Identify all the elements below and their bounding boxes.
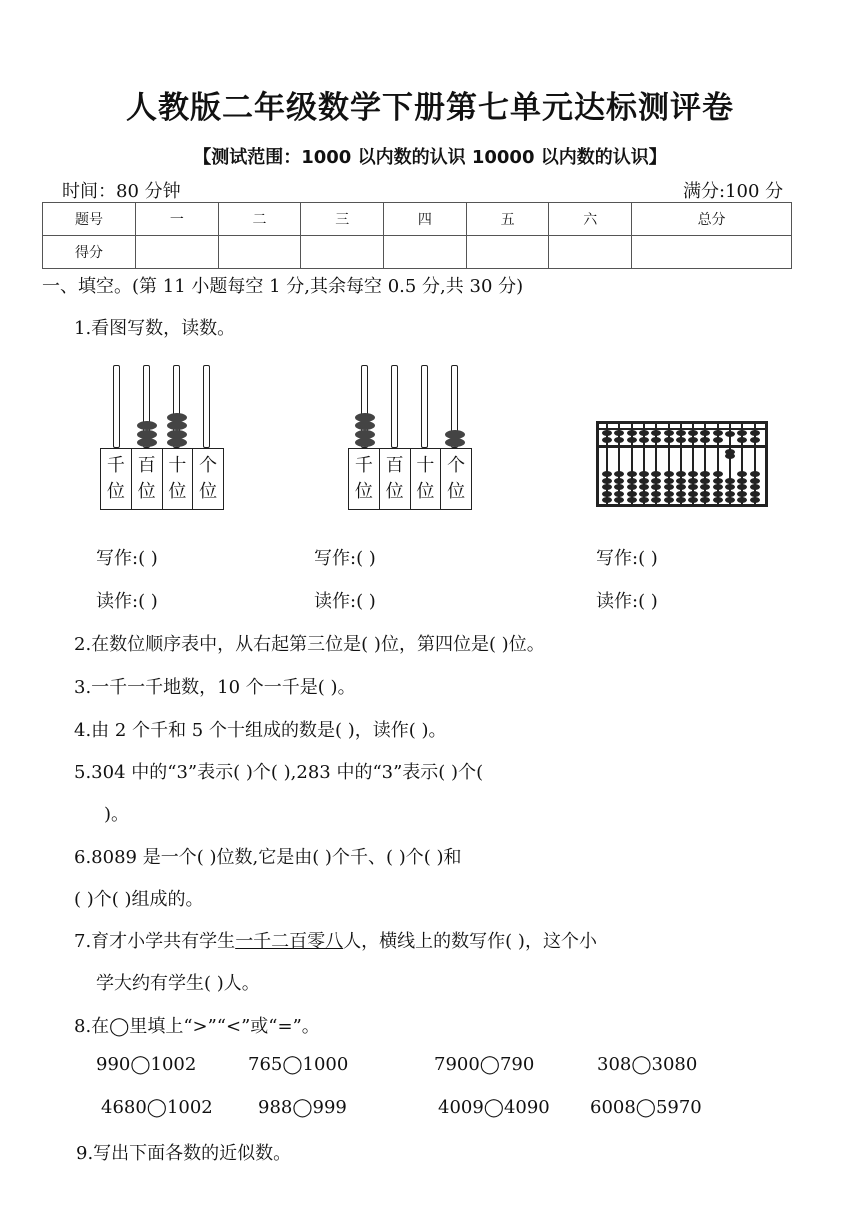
place-value-label [349,449,380,509]
q7-prefix: 7.育才小学共有学生 [74,931,236,952]
suanpan-bead [750,430,760,436]
place-value-label [441,449,471,509]
suanpan-bead [737,478,747,484]
suanpan-bead [639,491,649,497]
place-value-label-box [100,448,224,510]
score-cell[interactable] [301,236,384,269]
suanpan-bead [664,437,674,443]
question-6-line-2: ( )个( )组成的。 [74,889,204,910]
abacus-bead [137,421,157,430]
place-value-char: 百 [137,455,156,476]
score-cell[interactable] [136,236,219,269]
place-value-char: 十 [168,455,187,476]
place-value-char: 千 [106,455,125,476]
read-answer-1: 读作:( ) [96,591,158,612]
suanpan-bead [627,484,637,490]
counter-abacus-2 [348,360,472,512]
compare-item: 308◯3080 [597,1054,698,1075]
suanpan-bead [688,478,698,484]
question-5-line-2: )。 [104,804,130,825]
header-cell: 六 [549,203,632,236]
suanpan-bead [627,478,637,484]
suanpan-bead [664,497,674,503]
place-value-label [380,449,411,509]
question-8: 8.在◯里填上“>”“<”或“=”。 [74,1016,320,1037]
suanpan-bead [676,430,686,436]
suanpan-bead [688,491,698,497]
score-table-score-row [43,236,792,269]
place-value-char: 十 [416,455,435,476]
abacus-bead [355,430,375,439]
header-cell: 一 [136,203,219,236]
score-table-header-row [43,203,792,236]
place-value-label [163,449,194,509]
abacus-bead [137,430,157,439]
compare-item: 765◯1000 [248,1054,349,1075]
suanpan-bead [750,437,760,443]
suanpan-bead [639,437,649,443]
suanpan-bead [713,478,723,484]
suanpan-bead [664,430,674,436]
place-value-char: 个 [447,455,466,476]
suanpan-bead [602,430,612,436]
question-4: 4.由 2 个千和 5 个十组成的数是( )，读作( )。 [74,720,447,741]
place-value-char: 个 [199,455,218,476]
place-value-label [132,449,163,509]
suanpan-bead [614,478,624,484]
abacus-rod [113,365,120,448]
counter-abacus-1 [100,360,224,512]
suanpan-bead [602,471,612,477]
question-6-line-1: 6.8089 是一个( )位数,它是由( )个千、( )个( )和 [74,847,462,868]
suanpan-bead [639,471,649,477]
suanpan-bead [700,491,710,497]
suanpan-bead [713,497,723,503]
abacus-bead [355,438,375,447]
suanpan-bead [602,437,612,443]
place-value-label [411,449,442,509]
score-row-label: 得分 [43,236,136,269]
suanpan-bead [614,491,624,497]
suanpan-bead [750,491,760,497]
suanpan-bead [639,430,649,436]
abacus-bead [167,413,187,422]
abacus-rod [203,365,210,448]
header-cell: 二 [218,203,301,236]
write-answer-1: 写作:( ) [96,548,158,569]
score-cell[interactable] [632,236,792,269]
compare-item: 4680◯1002 [101,1097,213,1118]
suanpan-bead [676,471,686,477]
suanpan-bead [713,484,723,490]
suanpan-bead [602,478,612,484]
score-cell[interactable] [384,236,467,269]
suanpan-bead [676,484,686,490]
page-title: 人教版二年级数学下册第七单元达标测评卷 [126,90,734,126]
place-value-label [193,449,223,509]
compare-item: 990◯1002 [96,1054,197,1075]
question-3: 3.一千一千地数，10 个一千是( )。 [74,677,356,698]
suanpan-abacus [596,421,768,507]
place-value-char: 位 [354,481,373,502]
suanpan-bead [627,430,637,436]
abacus-bead [167,430,187,439]
abacus-bead [355,421,375,430]
suanpan-bead [651,478,661,484]
suanpan-bead [750,471,760,477]
suanpan-bead [664,491,674,497]
header-cell: 五 [466,203,549,236]
abacus-bead [137,438,157,447]
abacus-bead [167,438,187,447]
score-cell[interactable] [549,236,632,269]
suanpan-bead [713,430,723,436]
suanpan-bead [676,478,686,484]
abacus-bead [445,438,465,447]
suanpan-bead [750,484,760,490]
abacus-bead [355,413,375,422]
suanpan-bead [602,491,612,497]
time-limit: 时间：80 分钟 [62,181,181,202]
suanpan-bead [750,497,760,503]
write-answer-3: 写作:( ) [596,548,658,569]
suanpan-bead [700,478,710,484]
compare-item: 988◯999 [258,1097,347,1118]
header-cell: 总分 [632,203,792,236]
header-cell: 题号 [43,203,136,236]
place-value-char: 位 [137,481,156,502]
question-2: 2.在数位顺序表中，从右起第三位是( )位，第四位是( )位。 [74,634,545,655]
question-1: 1.看图写数，读数。 [74,318,236,339]
place-value-char: 百 [385,455,404,476]
place-value-char: 位 [168,481,187,502]
suanpan-bead [651,491,661,497]
place-value-label [101,449,132,509]
suanpan-bead [627,471,637,477]
suanpan-bead [750,478,760,484]
suanpan-bead [713,491,723,497]
suanpan-bead [664,484,674,490]
suanpan-bead [737,491,747,497]
suanpan-beam [599,445,765,448]
suanpan-bead [639,497,649,503]
question-5-line-1: 5.304 中的“3”表示( )个( ),283 中的“3”表示( )个( [74,762,484,783]
suanpan-bead [713,471,723,477]
read-answer-3: 读作:( ) [596,591,658,612]
suanpan-bead [725,491,735,497]
suanpan-bead [676,491,686,497]
full-score: 满分:100 分 [683,181,784,202]
suanpan-bead [676,437,686,443]
score-cell[interactable] [466,236,549,269]
header-cell: 四 [384,203,467,236]
suanpan-bead [639,478,649,484]
suanpan-bead [725,453,735,459]
score-table [42,202,792,269]
place-value-char: 千 [354,455,373,476]
place-value-char: 位 [416,481,435,502]
suanpan-bead [725,478,735,484]
abacus-bead [167,421,187,430]
suanpan-bead [725,431,735,437]
abacus-rod [421,365,428,448]
test-scope: 【测试范围：1000 以内数的认识 10000 以内数的认识】 [193,147,667,168]
score-cell[interactable] [218,236,301,269]
suanpan-bead [725,497,735,503]
section-1-heading: 一、填空。(第 11 小题每空 1 分,其余每空 0.5 分,共 30 分) [42,276,524,297]
abacus-rod [391,365,398,448]
suanpan-bead [627,491,637,497]
suanpan-bead [676,497,686,503]
suanpan-bead [664,478,674,484]
header-cell: 三 [301,203,384,236]
read-answer-2: 读作:( ) [314,591,376,612]
suanpan-bead [639,484,649,490]
place-value-char: 位 [385,481,404,502]
question-7-line-1 [74,927,597,953]
write-answer-2: 写作:( ) [314,548,376,569]
q7-underlined-number: 一千二百零八 [235,931,344,952]
suanpan-bead [602,484,612,490]
place-value-label-box [348,448,472,510]
abacus-bead [445,430,465,439]
place-value-char: 位 [447,481,466,502]
suanpan-bead [627,437,637,443]
q7-suffix: 人，横线上的数写作( )，这个小 [343,931,597,952]
place-value-char: 位 [106,481,125,502]
question-7-line-2: 学大约有学生( )人。 [96,973,260,994]
place-value-char: 位 [199,481,218,502]
question-9: 9.写出下面各数的近似数。 [76,1143,292,1164]
suanpan-bead [602,497,612,503]
suanpan-bead [713,437,723,443]
suanpan-bead [664,471,674,477]
suanpan-bead [627,497,637,503]
compare-item: 7900◯790 [434,1054,535,1075]
suanpan-bead [725,484,735,490]
compare-item: 6008◯5970 [590,1097,702,1118]
compare-item: 4009◯4090 [438,1097,550,1118]
